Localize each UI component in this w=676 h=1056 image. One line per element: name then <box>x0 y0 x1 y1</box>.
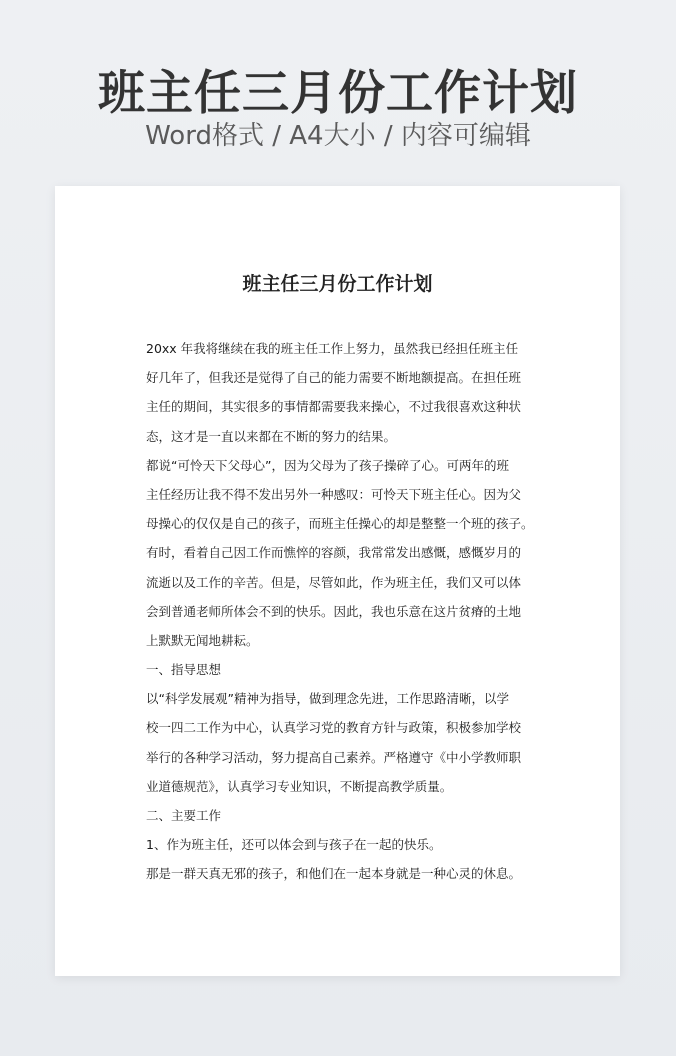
banner-subtitle: Word格式 / A4大小 / 内容可编辑 <box>145 121 531 151</box>
body-line: 1、作为班主任，还可以体会到与孩子在一起的快乐。 <box>146 837 442 853</box>
body-line: 流逝以及工作的辛苦。但是，尽管如此，作为班主任，我们又可以体 <box>146 574 522 590</box>
section-heading: 二、主要工作 <box>146 808 222 823</box>
body-line: 那是一群天真无邪的孩子，和他们在一起本身就是一种心灵的休息。 <box>146 866 522 882</box>
section-heading: 一、指导思想 <box>146 662 222 678</box>
body-line: 上默默无闻地耕耘。 <box>146 632 259 648</box>
body-line: 校一四二工作为中心，认真学习党的教育方针与政策，积极参加学校 <box>146 720 522 736</box>
body-line: 主任经历让我不得不发出另外一种感叹：可怜天下班主任心。因为父 <box>146 486 522 502</box>
body-line: 业道德规范》，认真学习专业知识，不断提高教学质量。 <box>146 778 453 794</box>
body-line: 有时，看着自己因工作而憔悴的容颜，我常常发出感慨，感慨岁月的 <box>146 545 522 561</box>
body-line: 母操心的仅仅是自己的孩子，而班主任操心的却是整整一个班的孩子。 <box>146 516 534 532</box>
document-page <box>55 186 620 976</box>
body-line: 好几年了，但我还是觉得了自己的能力需要不断地额提高。在担任班 <box>146 370 522 386</box>
body-line: 举行的各种学习活动，努力提高自己素养。严格遵守《中小学教师职 <box>146 749 522 765</box>
body-line: 都说“可怜天下父母心”，因为父母为了孩子操碎了心。可两年的班 <box>146 457 509 473</box>
body-line: 会到普通老师所体会不到的快乐。因此，我也乐意在这片贫瘠的土地 <box>146 603 522 619</box>
document-title: 班主任三月份工作计划 <box>242 273 433 295</box>
banner-title: 班主任三月份工作计划 <box>98 66 578 121</box>
body-line: 主任的期间，其实很多的事情都需要我来操心，不过我很喜欢这种状 <box>146 399 522 415</box>
body-line: 态，这才是一直以来都在不断的努力的结果。 <box>146 428 397 444</box>
body-line: 以“科学发展观”精神为指导，做到理念先进，工作思路清晰，以学 <box>146 691 509 707</box>
body-line: 20xx 年我将继续在我的班主任工作上努力，虽然我已经担任班主任 <box>146 341 519 356</box>
document-body <box>146 334 538 889</box>
